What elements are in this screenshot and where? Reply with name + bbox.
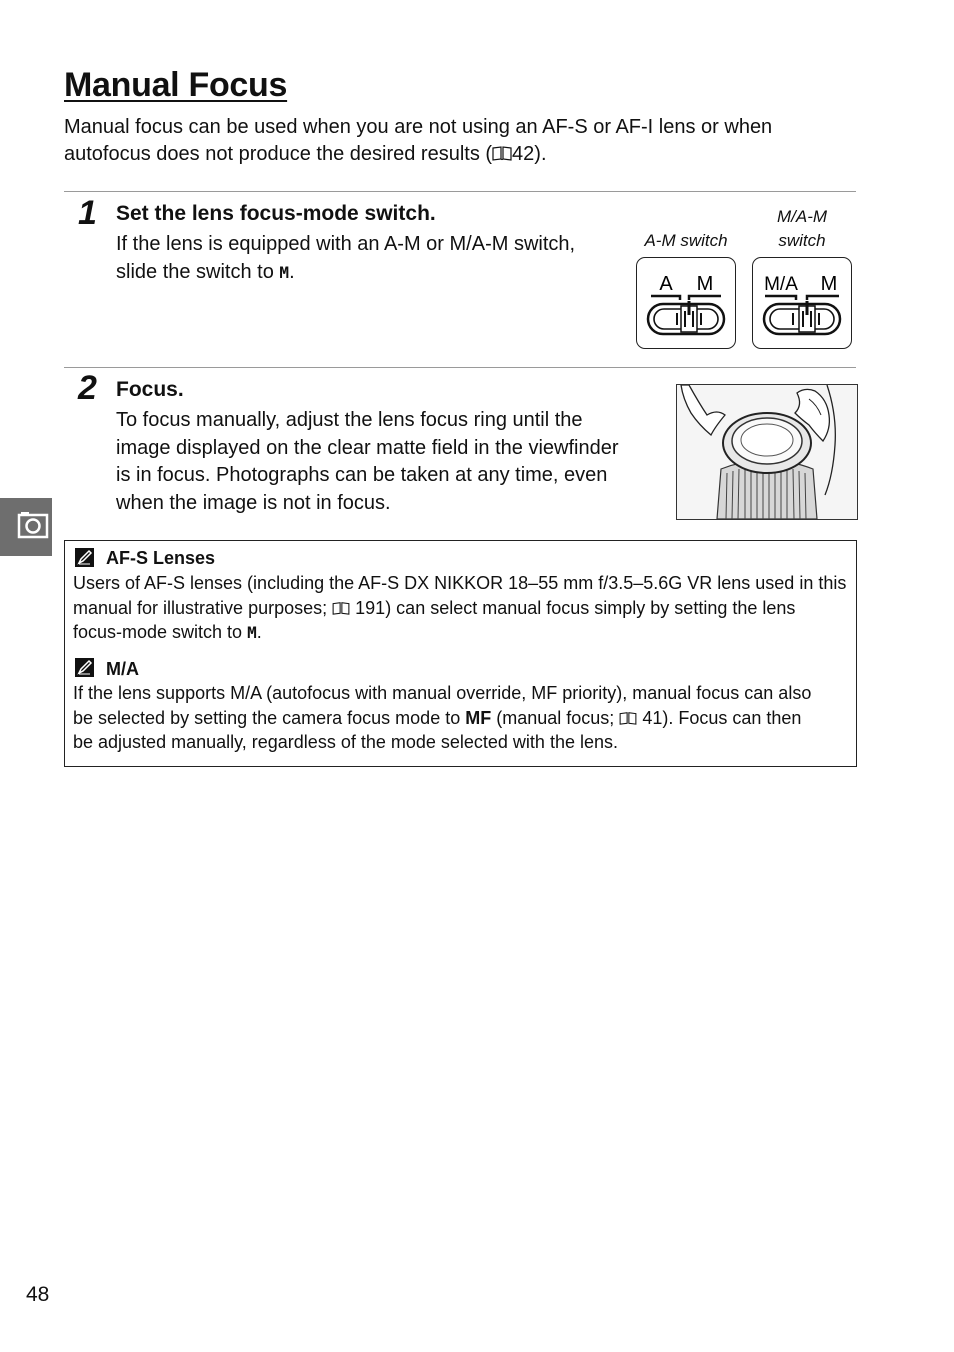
mam-switch-caption-line-2: switch	[778, 231, 826, 250]
step-1-body-end: .	[289, 260, 295, 283]
note-2-line-2c: ). Focus can then	[662, 707, 802, 728]
lens-focus-ring-photo	[676, 384, 858, 520]
pencil-check-icon	[75, 548, 94, 567]
mam-switch-label-m: M	[820, 273, 838, 295]
am-switch-label-a: A	[659, 273, 673, 295]
mam-switch-caption	[752, 205, 852, 253]
step-2-body	[116, 407, 619, 517]
note-af-s-lenses-heading: AF-S Lenses	[106, 548, 216, 568]
step-2-divider	[64, 367, 856, 368]
mam-switch-graphic	[753, 258, 851, 348]
step-1-heading: Set the lens focus-mode switch.	[116, 202, 436, 225]
note-2-line-1: If the lens supports M/A (autofocus with manual override, MF priority), manual focus can also	[73, 683, 812, 703]
book-icon	[492, 143, 512, 165]
pencil-check-icon	[75, 658, 94, 677]
step-2-body-line-2: image displayed on the clear matte field in the viewfinder	[116, 436, 619, 459]
note-af-s-lenses-body	[73, 571, 849, 646]
step-1-switch-symbol: M	[279, 262, 290, 282]
step-2-body-line-4: when the image is not in focus.	[116, 491, 391, 514]
note-2-mf-mode: MF	[465, 707, 492, 728]
intro-paragraph	[64, 114, 854, 168]
note-2-line-2a: be selected by setting the camera focus mode to	[73, 707, 466, 728]
am-switch-caption: A-M switch	[644, 231, 728, 250]
step-2-body-line-3: is in focus. Photographs can be taken at any time, even	[116, 464, 608, 486]
camera-icon	[0, 498, 52, 556]
note-1-line-2a: manual for illustrative purposes;	[73, 597, 333, 618]
intro-line-1: Manual focus can be used when you are not using an AF-S or AF-I lens or when	[64, 116, 773, 138]
book-icon	[332, 598, 350, 618]
mam-switch-caption-line-1: M/A-M	[776, 207, 828, 226]
step-2-body-line-1: To focus manually, adjust the lens focus ring until the	[116, 409, 583, 431]
note-ma-heading: M/A	[106, 659, 139, 679]
note-1-line-3a: focus-mode switch to	[73, 622, 248, 642]
mam-switch-label-ma: M/A	[764, 274, 798, 295]
am-switch-label-m: M	[696, 273, 714, 295]
note-2-line-2b: (manual focus;	[491, 707, 620, 728]
note-ma-body	[73, 681, 849, 755]
step-2-heading: Focus.	[116, 378, 184, 401]
intro-line-2: autofocus does not produce the desired results (	[64, 143, 493, 165]
lens-focus-ring-image	[677, 385, 857, 519]
am-switch-illustration	[636, 257, 736, 349]
section-tab[interactable]	[0, 498, 52, 556]
step-1-body-line-1: If the lens is equipped with an A-M or M/A-M switch,	[116, 233, 576, 255]
step-2-number: 2	[78, 369, 97, 407]
note-1-line-1: Users of AF-S lenses (including the AF-S DX NIKKOR 18–55 mm f/3.5–5.6G VR lens used in this	[73, 573, 847, 593]
mam-switch-illustration	[752, 257, 852, 349]
note-2-page-reference[interactable]: 41	[642, 707, 663, 728]
page-number: 48	[26, 1283, 50, 1306]
note-1-switch-symbol: M	[247, 623, 257, 642]
note-2-line-3: be adjusted manually, regardless of the mode selected with the lens.	[73, 732, 618, 752]
note-1-page-reference[interactable]: 191	[355, 597, 386, 618]
page-title: Manual Focus	[64, 66, 288, 104]
note-1-line-3b: .	[256, 622, 262, 642]
step-1-body-line-2: slide the switch to	[116, 260, 280, 283]
intro-line-2-end: ).	[534, 143, 547, 165]
note-1-line-2b: ) can select manual focus simply by setting the lens	[385, 597, 796, 618]
intro-page-reference[interactable]: 42	[512, 143, 535, 165]
am-switch-graphic	[637, 258, 735, 348]
book-icon	[619, 708, 637, 728]
step-1-body	[116, 231, 575, 286]
step-1-number: 1	[78, 194, 97, 232]
step-1-divider	[64, 191, 856, 192]
